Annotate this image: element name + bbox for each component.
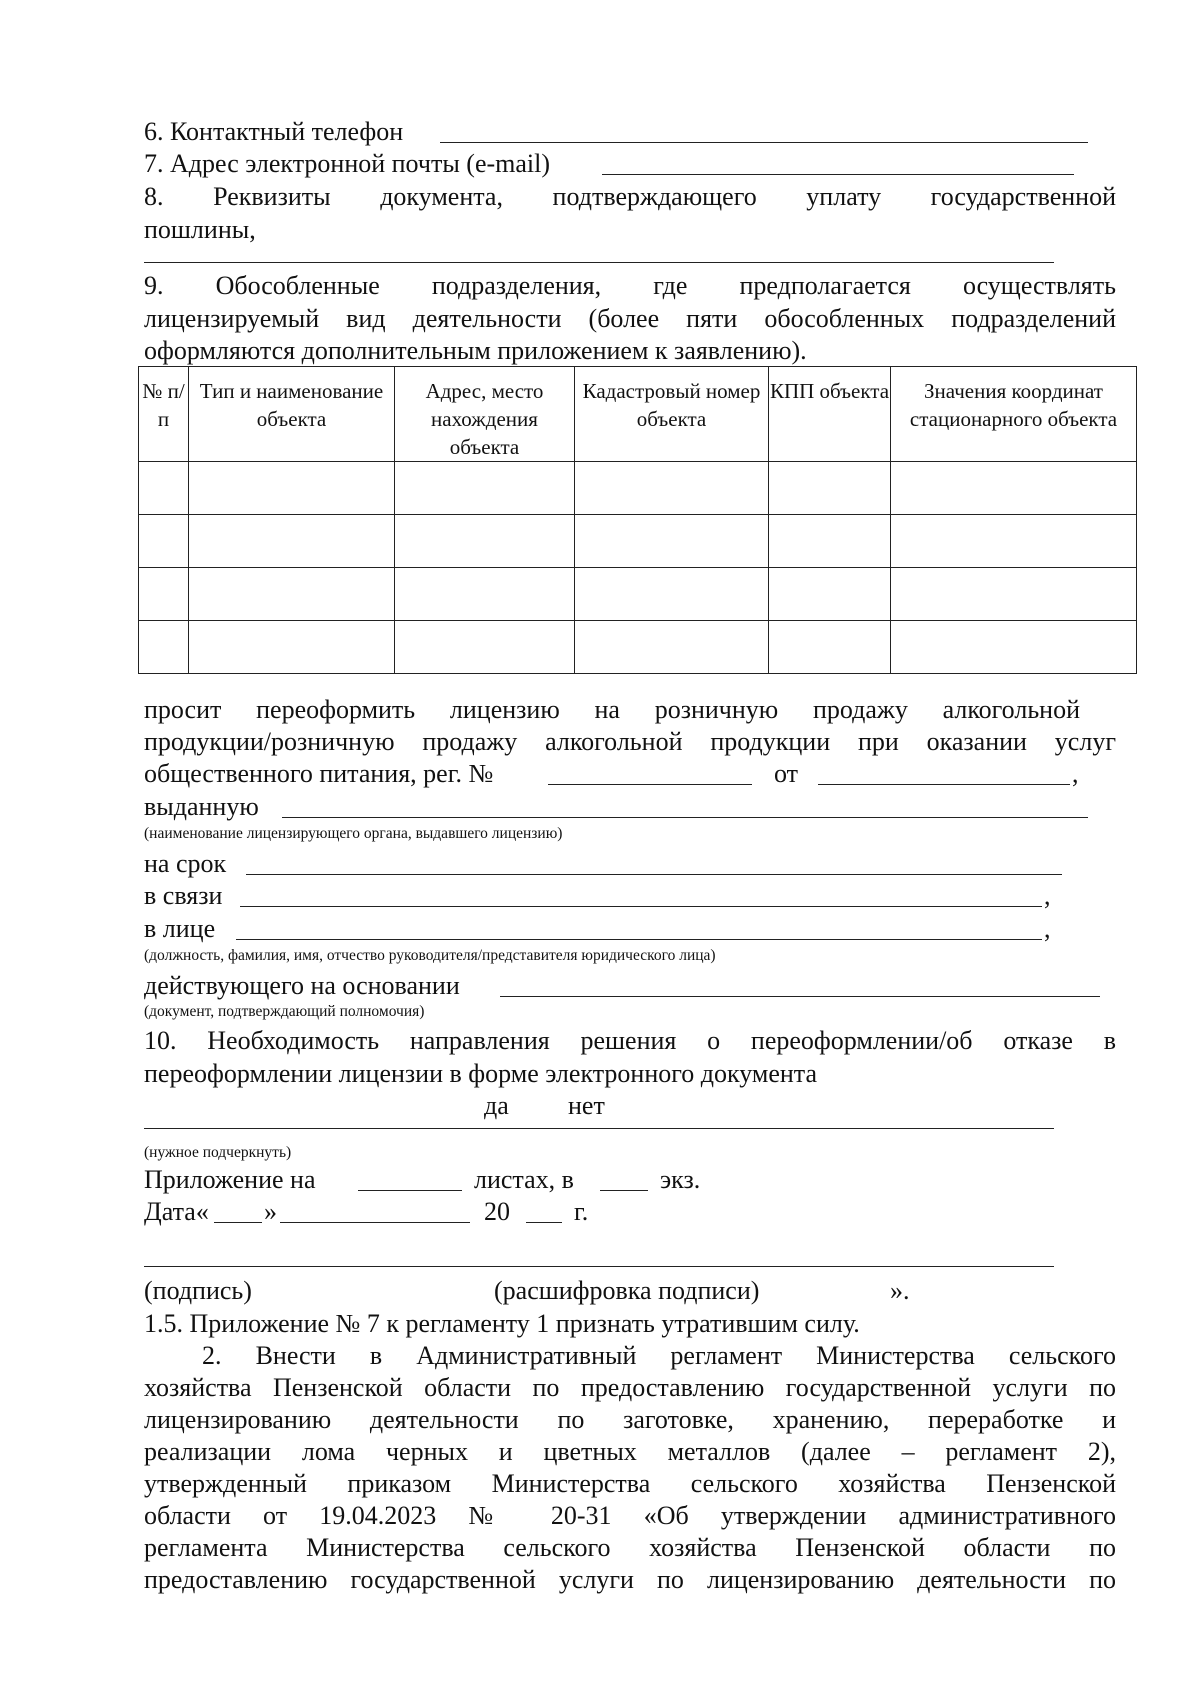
- col-address-header: Адрес, место нахождения объекта: [395, 367, 575, 462]
- underline-note: (нужное подчеркнуть): [144, 1144, 292, 1161]
- payment-details-field[interactable]: [144, 262, 1054, 263]
- table-cell[interactable]: [189, 515, 395, 568]
- table-row: [139, 568, 1137, 621]
- term-field[interactable]: [246, 874, 1062, 875]
- table-cell[interactable]: [575, 568, 769, 621]
- table-cell[interactable]: [139, 462, 189, 515]
- table-row: [139, 621, 1137, 674]
- table-cell[interactable]: [575, 462, 769, 515]
- reason-field[interactable]: [240, 906, 1042, 907]
- basis-label: действующего на основании: [144, 971, 460, 1000]
- table-cell[interactable]: [395, 621, 575, 674]
- col-coordinates-header: Значения координат стационарного объекта: [891, 367, 1137, 462]
- clause-2-line-6: области от 19.04.2023 № 20-31 «Об утверждении административного: [144, 1501, 1116, 1530]
- term-label: на срок: [144, 849, 227, 878]
- representative-field[interactable]: [236, 939, 1042, 940]
- date-century: 20: [484, 1197, 510, 1226]
- reason-comma: ,: [1044, 881, 1051, 910]
- option-no[interactable]: нет: [568, 1091, 605, 1120]
- table-row: [139, 515, 1137, 568]
- subdivisions-heading-3: оформляются дополнительным приложением к заявлению).: [144, 336, 807, 365]
- request-line-2: продукции/розничную продажу алкогольной продукции при оказании услуг: [144, 727, 1116, 756]
- reg-date-label: от: [774, 759, 799, 788]
- date-day-field[interactable]: [214, 1222, 262, 1223]
- choice-line: [144, 1128, 1054, 1129]
- date-label: Дата«: [144, 1197, 209, 1226]
- table-cell[interactable]: [139, 515, 189, 568]
- attachment-label: Приложение на: [144, 1165, 316, 1194]
- email-label: 7. Адрес электронной почты (e-mail): [144, 149, 551, 178]
- clause-2-line-4: реализации лома черных и цветных металлов (далее – регламент 2),: [144, 1437, 1116, 1466]
- issued-by-note: (наименование лицензирующего органа, выдавшего лицензию): [144, 825, 563, 842]
- table-cell[interactable]: [189, 568, 395, 621]
- table-row: [139, 462, 1137, 515]
- attachment-copies-field[interactable]: [600, 1190, 648, 1191]
- table-cell[interactable]: [891, 515, 1137, 568]
- payment-details-label: 8. Реквизиты документа, подтверждающего уплату государственной: [144, 182, 1116, 211]
- representative-label: в лице: [144, 914, 216, 943]
- basis-field[interactable]: [500, 996, 1100, 997]
- clause-2-line-5: утвержденный приказом Министерства сельского хозяйства Пензенской: [144, 1469, 1116, 1498]
- table-cell[interactable]: [575, 515, 769, 568]
- table-cell[interactable]: [395, 462, 575, 515]
- table-cell[interactable]: [769, 568, 891, 621]
- quote-close: ».: [890, 1276, 910, 1305]
- clause-1-5: 1.5. Приложение № 7 к регламенту 1 признать утратившим силу.: [144, 1309, 860, 1338]
- issued-by-label: выданную: [144, 792, 259, 821]
- table-cell[interactable]: [769, 462, 891, 515]
- table-cell[interactable]: [189, 621, 395, 674]
- clause-2-line-7: регламента Министерства сельского хозяйства Пензенской области по: [144, 1533, 1116, 1562]
- contact-phone-field[interactable]: [440, 142, 1088, 143]
- table-cell[interactable]: [891, 621, 1137, 674]
- attachment-sheets-label: листах, в: [474, 1165, 574, 1194]
- signature-line[interactable]: [144, 1266, 1054, 1267]
- subdivisions-heading: 9. Обособленные подразделения, где предполагается осуществлять: [144, 271, 1116, 300]
- subdivisions-table: [138, 366, 1137, 674]
- email-field[interactable]: [602, 174, 1074, 175]
- subdivisions-heading-2: лицензируемый вид деятельности (более пяти обособленных подразделений: [144, 304, 1116, 333]
- col-type-header: Тип и наименование объекта: [189, 367, 395, 462]
- reg-date-comma: ,: [1072, 759, 1079, 788]
- reg-date-field[interactable]: [818, 784, 1070, 785]
- table-cell[interactable]: [575, 621, 769, 674]
- request-line-1: просит переоформить лицензию на розничную продажу алкогольной: [144, 695, 1080, 724]
- clause-2-line-1: 2. Внести в Административный регламент Министерства сельского: [202, 1341, 1116, 1370]
- representative-note: (должность, фамилия, имя, отчество руководителя/представителя юридического лица): [144, 947, 716, 964]
- option-yes[interactable]: да: [484, 1091, 509, 1120]
- table-cell[interactable]: [139, 621, 189, 674]
- col-kpp-header: КПП объекта: [769, 367, 891, 462]
- col-number-header: № п/п: [139, 367, 189, 462]
- table-cell[interactable]: [891, 568, 1137, 621]
- table-cell[interactable]: [395, 515, 575, 568]
- table-cell[interactable]: [891, 462, 1137, 515]
- clause-2-line-2: хозяйства Пензенской области по предоставлению государственной услуги по: [144, 1373, 1116, 1402]
- date-month-field[interactable]: [280, 1222, 470, 1223]
- table-header-row: [139, 367, 1137, 462]
- date-quote-close: »: [264, 1197, 277, 1226]
- date-year-field[interactable]: [526, 1222, 562, 1223]
- reg-number-label: общественного питания, рег. №: [144, 759, 494, 788]
- electronic-decision-label-cont: переоформлении лицензии в форме электронного документа: [144, 1059, 818, 1088]
- representative-comma: ,: [1044, 914, 1051, 943]
- table-cell[interactable]: [395, 568, 575, 621]
- clause-2-line-8: предоставлению государственной услуги по лицензированию деятельности по: [144, 1565, 1116, 1594]
- attachment-copies-label: экз.: [660, 1165, 701, 1194]
- table-cell[interactable]: [769, 515, 891, 568]
- issued-by-field[interactable]: [282, 817, 1088, 818]
- date-year-suffix: г.: [574, 1197, 589, 1226]
- clause-2-line-3: лицензированию деятельности по заготовке, хранению, переработке и: [144, 1405, 1116, 1434]
- electronic-decision-label: 10. Необходимость направления решения о переоформлении/об отказе в: [144, 1026, 1116, 1055]
- signature-decode-label: (расшифровка подписи): [494, 1276, 760, 1305]
- table-cell[interactable]: [189, 462, 395, 515]
- signature-label: (подпись): [144, 1276, 252, 1305]
- contact-phone-label: 6. Контактный телефон: [144, 117, 404, 146]
- table-cell[interactable]: [139, 568, 189, 621]
- payment-details-label-cont: пошлины,: [144, 215, 256, 244]
- basis-note: (документ, подтверждающий полномочия): [144, 1003, 425, 1020]
- col-cadastral-header: Кадастровый номер объекта: [575, 367, 769, 462]
- table-cell[interactable]: [769, 621, 891, 674]
- reg-number-field[interactable]: [548, 784, 752, 785]
- reason-label: в связи: [144, 881, 223, 910]
- attachment-pages-field[interactable]: [358, 1190, 462, 1191]
